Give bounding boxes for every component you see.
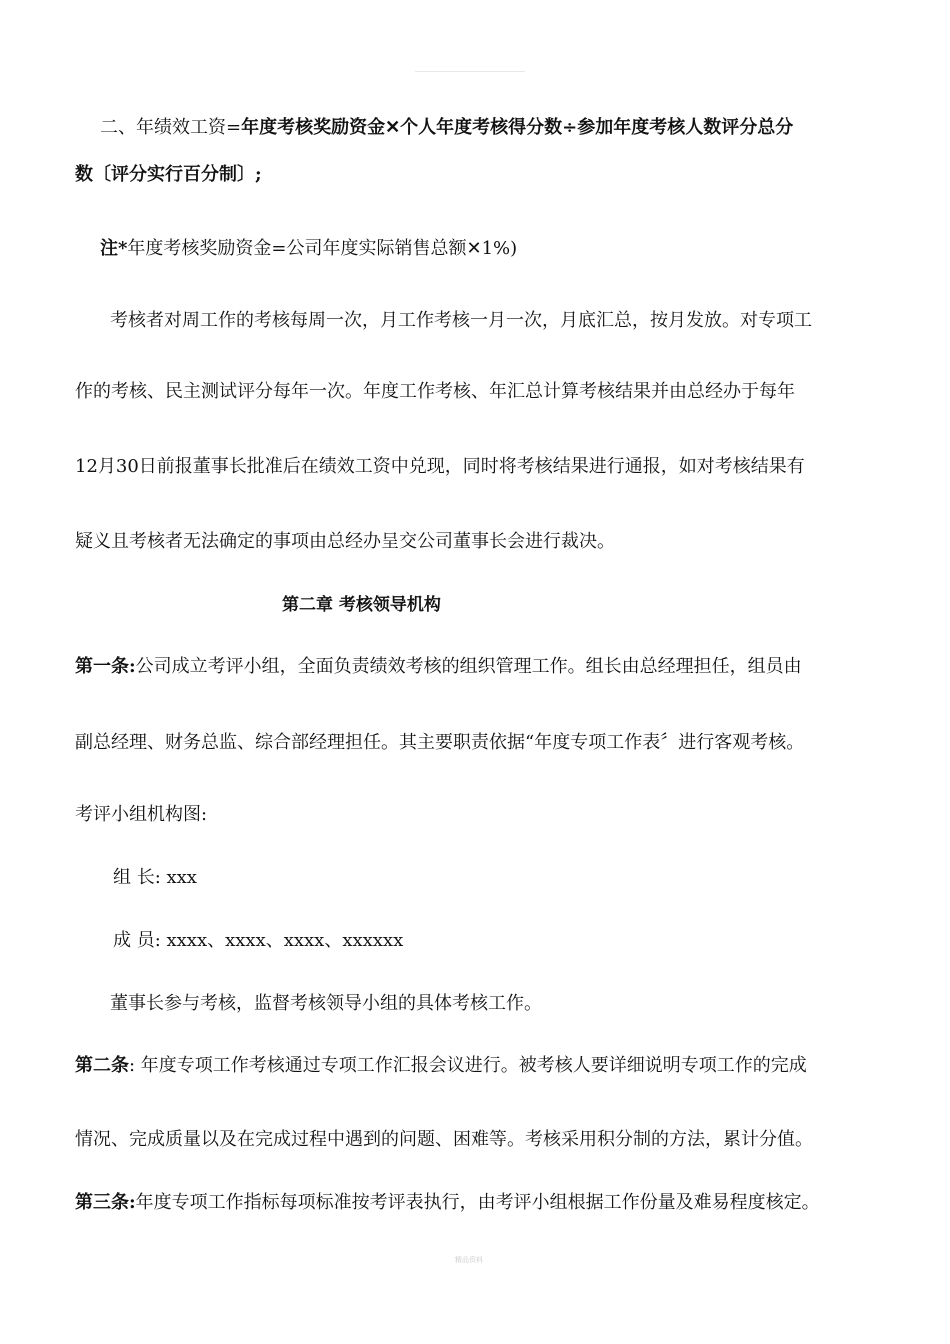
org-leader: 组 长: xxx [113,867,197,888]
article3-line1 [75,1191,820,1215]
footer-watermark: 精品资料 [455,1256,483,1264]
article3-label: 第三条: [75,1192,136,1213]
article1-label: 第一条: [75,656,136,677]
org-heading: 考评小组机构图: [75,804,208,825]
article3-text: 年度专项工作指标每项标准按考评表执行，由考评小组根据工作份量及难易程度核定。 [135,1192,820,1213]
note-line [100,237,517,261]
article1-line1 [75,655,802,679]
article2-line2: 情况、完成质量以及在完成过程中遇到的问题、困难等。考核采用积分制的方法，累计分值。 [75,1129,813,1150]
chapter-title: 第二章 考核领导机构 [282,595,441,615]
article1-line2: 副总经理、财务总监、综合部经理担任。其主要职责依据“年度专项工作表〞进行客观考核。 [75,732,805,753]
note-text: 年度考核奖励资金=公司年度实际销售总额✕1%) [127,238,518,259]
para1-line2: 数〔评分实行百分制〕; [75,164,262,185]
para1-formula: 年度考核奖励资金✕个人年度考核得分数÷参加年度考核人数评分总分 [241,117,794,138]
article1-text: 公司成立考评小组，全面负责绩效考核的组织管理工作。组长由总经理担任，组员由 [135,656,802,677]
org-members: 成 员: xxxx、xxxx、xxxx、xxxxxx [113,930,404,951]
para2-line: 作的考核、民主测试评分每年一次。年度工作考核、年汇总计算考核结果并由总经办于每年 [75,381,795,402]
article2-label: 第二条 [75,1055,129,1076]
header-rule [415,71,525,72]
para2-line: 12月30日前报董事长批准后在绩效工资中兑现，同时将考核结果进行通报，如对考核结果有 [75,456,805,477]
org-chairman: 董事长参与考核，监督考核领导小组的具体考核工作。 [110,993,542,1014]
article2-line1 [75,1054,807,1078]
note-label: 注* [100,238,128,259]
para1-line1 [100,116,793,140]
para2-line: 疑义且考核者无法确定的事项由总经办呈交公司董事长会进行裁决。 [75,531,615,552]
para2-line: 考核者对周工作的考核每周一次，月工作考核一月一次，月底汇总，按月发放。对专项工 [110,310,812,331]
article2-text: : 年度专项工作考核通过专项工作汇报会议进行。被考核人要详细说明专项工作的完成 [129,1055,807,1076]
para1-prefix: 二、年绩效工资= [100,117,242,138]
